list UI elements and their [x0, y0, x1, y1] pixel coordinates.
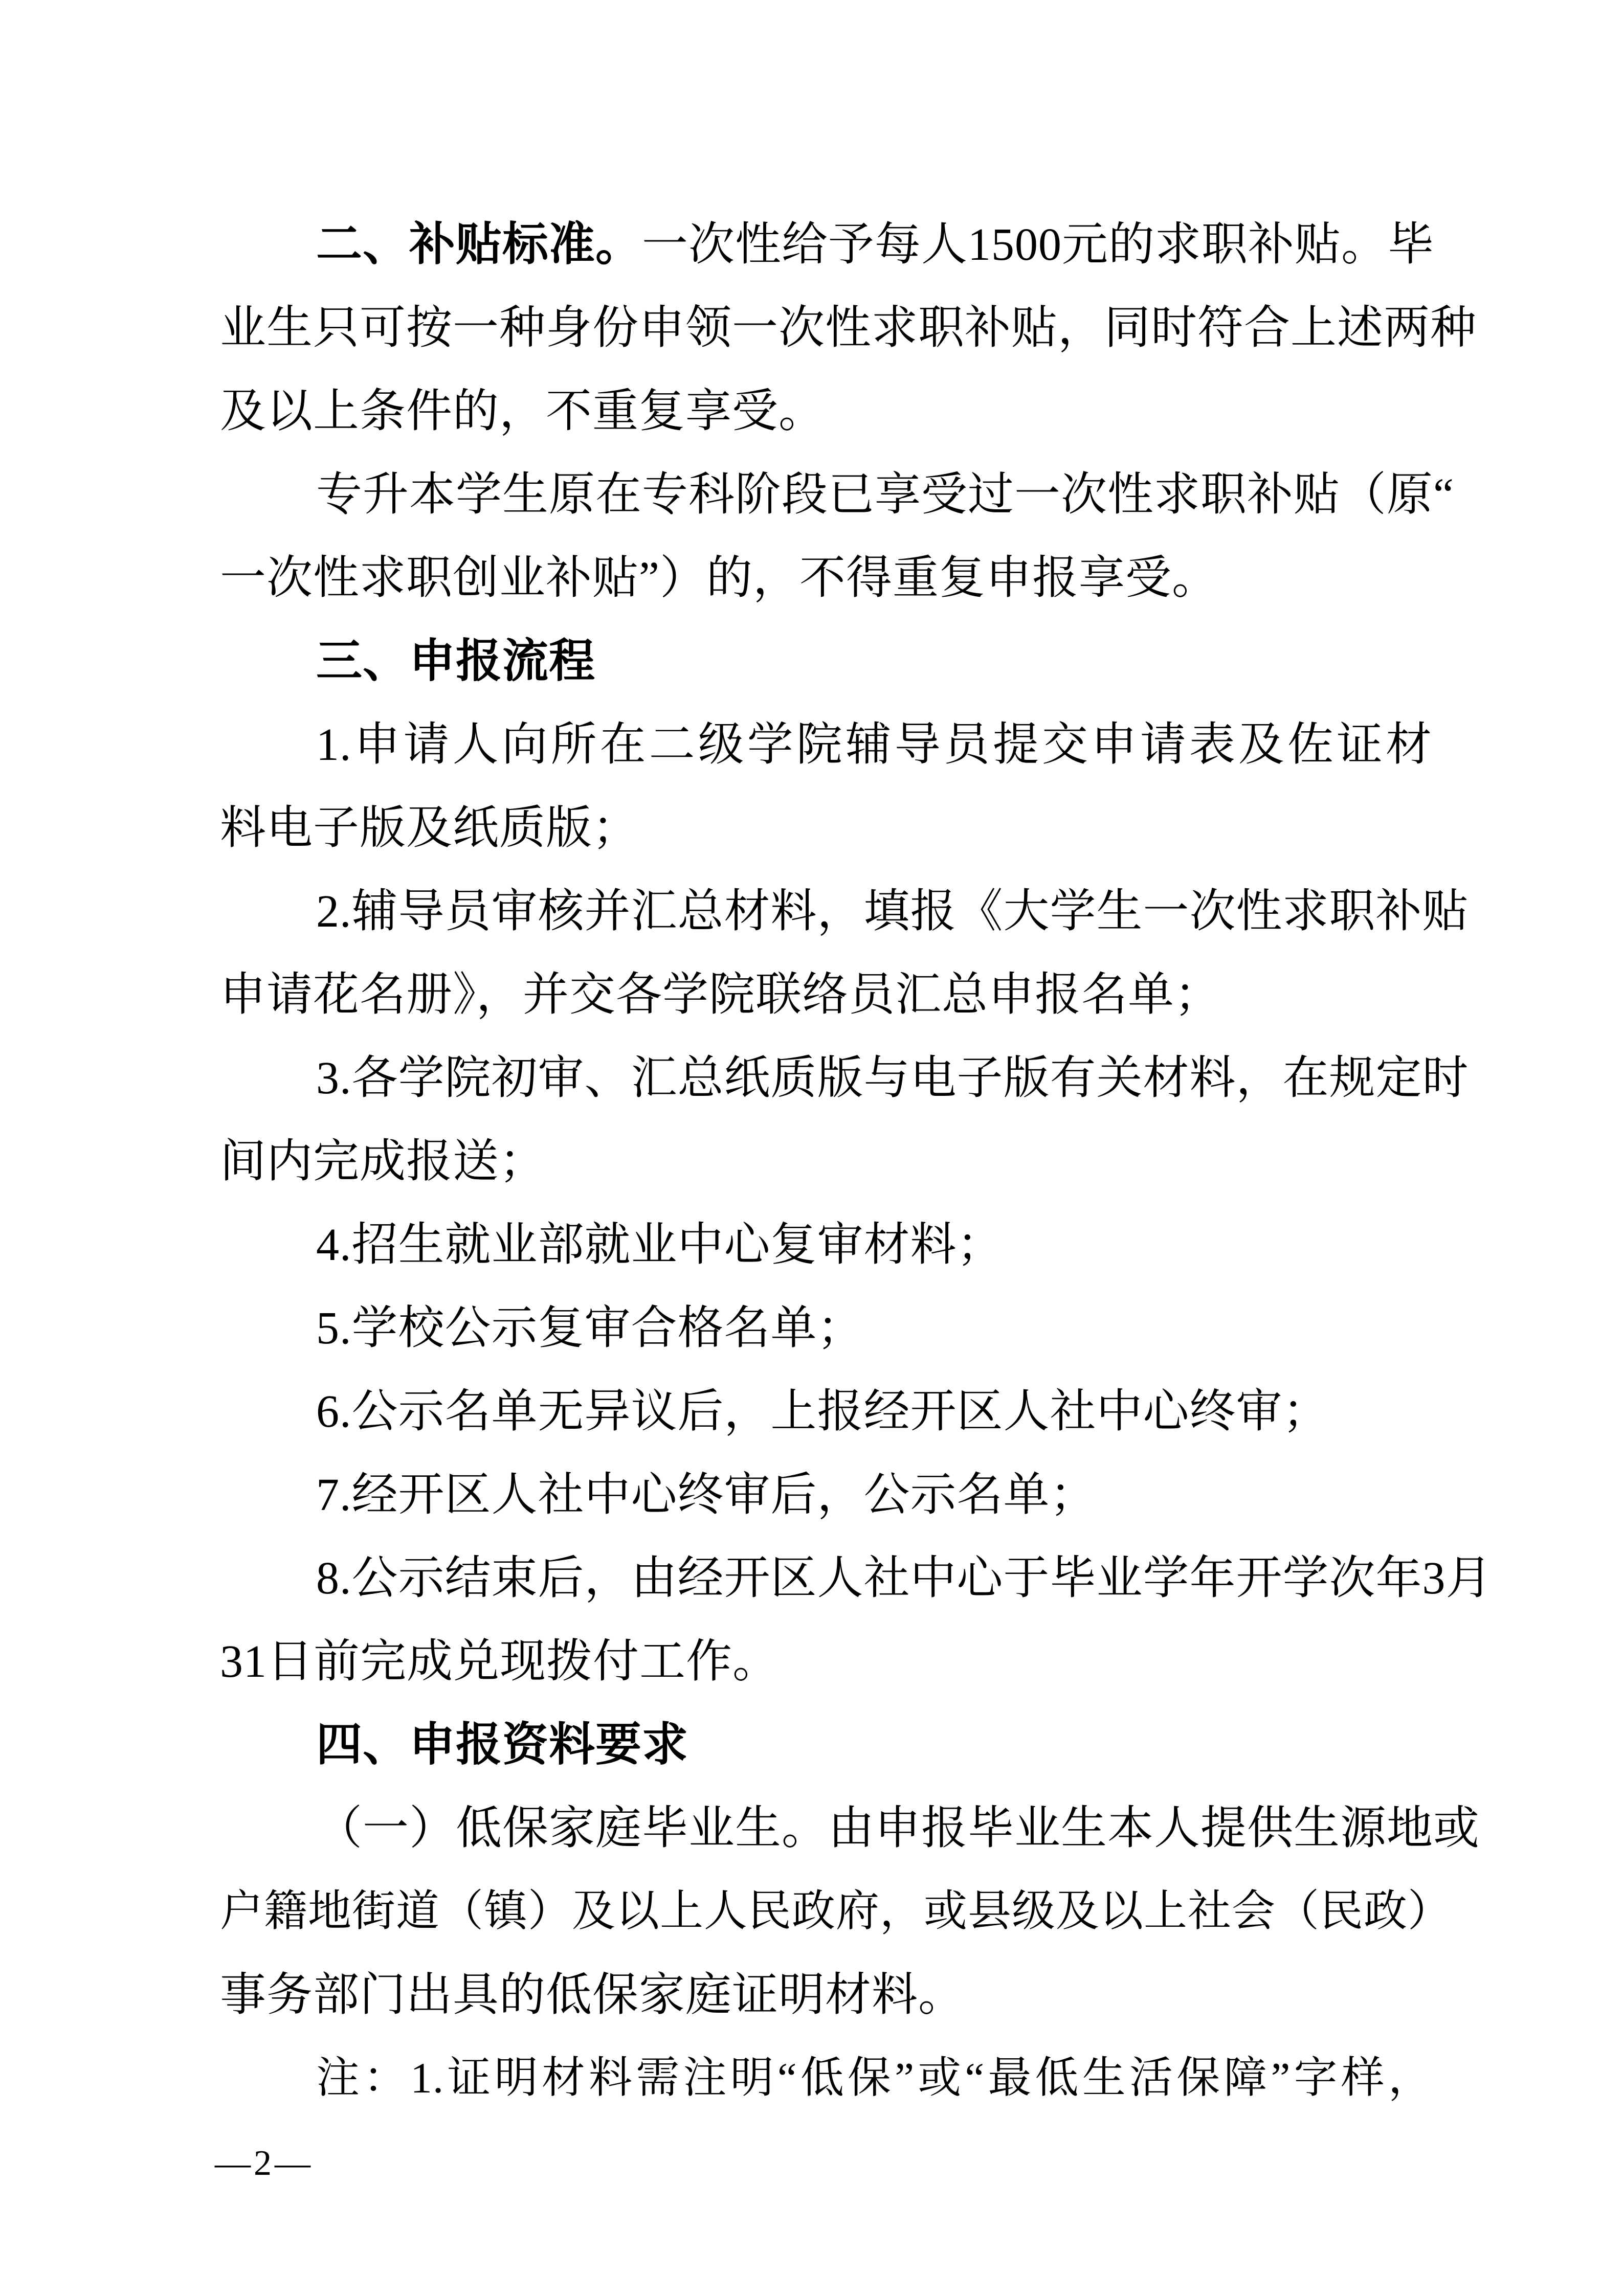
doc-line-text: 一次性给予每人1500元的求职补贴。毕 — [642, 219, 1434, 270]
doc-line: 专升本学生原在专科阶段已享受过一次性求职补贴（原“ — [316, 469, 1454, 520]
doc-line-step-1: 1.申请人向所在二级学院辅导员提交申请表及佐证材 — [316, 719, 1432, 770]
doc-line-step-3: 3.各学院初审、汇总纸质版与电子版有关材料，在规定时 — [316, 1053, 1469, 1104]
heading-application-materials: 四、申报资料要求 — [316, 1719, 688, 1770]
doc-line: 户籍地街道（镇）及以上人民政府，或县级及以上社会（民政） — [220, 1887, 1452, 1935]
page-number: —2— — [215, 2144, 314, 2183]
doc-line: 事务部门出具的低保家庭证明材料。 — [220, 1970, 965, 2020]
heading-application-process: 三、申报流程 — [316, 636, 595, 687]
heading-subsidy-standard: 二、补贴标准。 — [316, 219, 642, 270]
doc-line: 一次性求职创业补贴”）的，不得重复申报享受。 — [220, 553, 1218, 603]
doc-line-step-4: 4.招生就业部就业中心复审材料； — [316, 1220, 1004, 1270]
paragraph-subsidy-standard — [220, 203, 1432, 286]
doc-line-step-7: 7.经开区人社中心终审后，公示名单； — [316, 1470, 1097, 1520]
doc-line-step-8: 8.公示结束后，由经开区人社中心于毕业学年开学次年3月 — [316, 1553, 1493, 1604]
doc-line: 业生只可按一种身份申领一次性求职补贴，同时符合上述两种 — [220, 303, 1477, 353]
doc-line-step-2: 2.辅导员审核并汇总材料，填报《大学生一次性求职补贴 — [316, 886, 1469, 937]
doc-line-note: 注：1.证明材料需注明“低保”或“最低生活保障”字样， — [316, 2054, 1432, 2102]
doc-line: 及以上条件的，不重复享受。 — [220, 386, 825, 437]
doc-line-step-6: 6.公示名单无异议后，上报经开区人社中心终审； — [316, 1386, 1329, 1437]
doc-line: 间内完成报送； — [220, 1136, 546, 1187]
doc-line: 31日前完成兑现拨付工作。 — [220, 1636, 779, 1687]
doc-line: 料电子版及纸质版； — [220, 803, 639, 853]
doc-line: 申请花名册》，并交各学院联络员汇总申报名单； — [220, 970, 1221, 1020]
doc-line-step-5: 5.学校公示复审合格名单； — [316, 1303, 864, 1354]
doc-line-item-1: （一）低保家庭毕业生。由申报毕业生本人提供生源地或 — [316, 1803, 1480, 1854]
document-body — [220, 203, 1493, 2120]
